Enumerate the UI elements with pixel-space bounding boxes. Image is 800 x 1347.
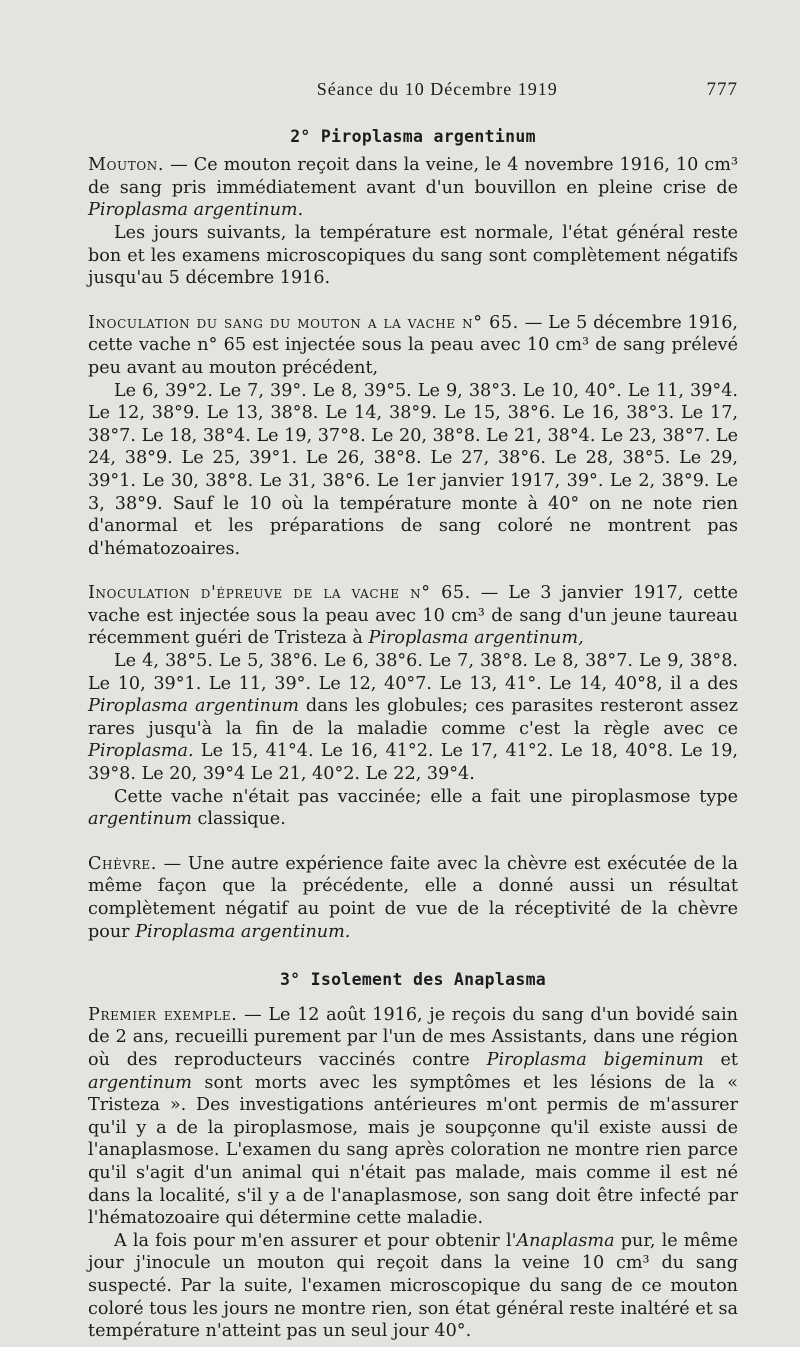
paragraph-premier-exemple (88, 1004, 738, 1230)
page-header (88, 78, 738, 102)
small-caps-run: Inoculation du sang du mouton a la vache n° 65. (88, 312, 519, 333)
text-run: — Le 3 janvier 1917, cette vache est injectée sous la peau avec 10 cm³ de sang d'un jeune taureau récemment guéri de Tristeza à (88, 583, 738, 649)
italic-run: Piroplasma argentinum (88, 696, 299, 717)
paragraph-chevre (88, 853, 738, 943)
italic-run: Piroplasma argentinum. (88, 200, 304, 221)
page-number: 777 (706, 79, 738, 100)
text-run: et (703, 1049, 739, 1070)
text-run: — Le 12 août 1916, je reçois du sang d'un bovidé sain de 2 ans, recueilli purement par l'un de mes Assistants, dans une région où des reproducteurs vaccinés contre (88, 1004, 738, 1070)
paragraph-jours-suivants: Les jours suivants, la température est normale, l'état général reste bon et les examens microscopiques du sang sont complètement négatifs jusqu'au 5 décembre 1916. (88, 222, 738, 289)
small-caps-run: Chèvre. (88, 853, 157, 874)
italic-run: Piroplasma argentinum, (368, 628, 584, 649)
text-run: Le 4, 38°5. Le 5, 38°6. Le 6, 38°6. Le 7, 38°8. Le 8, 38°7. Le 9, 38°8. Le 10, 39°1. Le 11, 39°. Le 12, 40°7. Le 13, 41°. Le 14, 40°8, il a des (88, 651, 738, 694)
section-heading-anaplasma: 3° Isolement des Anaplasma (279, 970, 547, 990)
small-caps-run: Mouton. (88, 155, 165, 176)
small-caps-run: Inoculation d'épreuve de la vache n° 65. (88, 583, 471, 604)
italic-run: argentinum (88, 1072, 192, 1093)
paragraph-anaplasma-pur (88, 1230, 738, 1343)
italic-run: Piroplasma argentinum. (135, 921, 351, 942)
section-heading-piroplasma: 2° Piroplasma argentinum (290, 126, 536, 146)
italic-run: Anaplasma (516, 1230, 615, 1251)
italic-run: argentinum (88, 809, 192, 830)
paragraph-mouton (88, 154, 738, 222)
italic-run: Piroplasma. (88, 741, 194, 762)
small-caps-run: Premier exemple. (88, 1004, 238, 1025)
paragraph-temperatures-2 (88, 650, 738, 786)
text-run: dans les globules; ces parasites resteront assez rares jusqu'à la fin de la maladie comme c'est la règle avec ce (88, 696, 738, 739)
italic-run: Piroplasma bigeminum (486, 1049, 704, 1070)
text-run: — Une autre expérience faite avec la chèvre est exécutée de la même façon que la précédente, elle a donné aussi un résultat complètement négatif au point de vue de la réceptivité de la chèvre pour (88, 853, 738, 942)
document-page (88, 78, 738, 1343)
text-run: Le 15, 41°4. Le 16, 41°2. Le 17, 41°2. Le 18, 40°8. Le 19, 39°8. Le 20, 39°4 Le 21, 40°2. Le 22, 39°4. (88, 741, 738, 785)
text-run: — Ce mouton reçoit dans la veine, le 4 novembre 1916, 10 cm³ de sang pris immédiatement avant d'un bouvillon en pleine crise de (88, 155, 738, 198)
text-run: pur, le même jour j'inocule un mouton qui reçoit dans la veine 10 cm³ du sang suspecté. Par la suite, l'examen microscopique du sang de ce mouton coloré tous les jours ne montre rien, son état général reste inaltéré et sa température n'atteint pas un seul jour 40°. (88, 1230, 739, 1342)
paragraph-inoculation-epreuve (88, 582, 738, 650)
running-title: Séance du 10 Décembre 1919 (316, 79, 558, 99)
text-run: A la fois pour m'en assurer et pour obtenir l' (114, 1230, 517, 1251)
text-run: — Le 5 décembre 1916, cette vache n° 65 est injectée sous la peau avec 10 cm³ de sang prélevé peu avant au mouton précédent, (88, 312, 739, 378)
paragraph-vache-non-vaccinee (88, 786, 738, 831)
paragraph-temperatures-1: Le 6, 39°2. Le 7, 39°. Le 8, 39°5. Le 9, 38°3. Le 10, 40°. Le 11, 39°4. Le 12, 38°9. Le 13, 38°8. Le 14, 38°9. Le 15, 38°6. Le 16, 38°3. Le 17, 38°7. Le 18, 38°4. Le 19, 37°8. Le 20, 38°8. Le 21, 38°4. Le 23, 38°7. Le 24, 38°9. Le 25, 39°1. Le 26, 38°8. Le 27, 38°6. Le 28, 38°5. Le 29, 39°1. Le 30, 38°8. Le 31, 38°6. Le 1er janvier 1917, 39°. Le 2, 38°9. Le 3, 38°9. Sauf le 10 où la température monte à 40° on ne note rien d'anormal et les préparations de sang coloré ne montrent pas d'hématozoaires. (88, 380, 738, 559)
text-run: classique. (191, 809, 286, 830)
text-run: sont morts avec les symptômes et les lésions de la « Tristeza ». Des investigations antérieures m'ont permis de m'assurer qu'il y a de la piroplasmose, mais je soupçonne qu'il existe aussi de l'anaplasmose. L'examen du sang après coloration ne montre rien parce qu'il s'agit d'un animal qui n'était pas malade, mais comme il est né dans la localité, s'il y a de l'anaplasmose, son sang doit être infecté par l'hématozoaire qui détermine cette maladie. (88, 1072, 738, 1229)
text-run: Cette vache n'était pas vaccinée; elle a fait une piroplasmose type (114, 786, 738, 807)
paragraph-inoculation (88, 312, 738, 380)
